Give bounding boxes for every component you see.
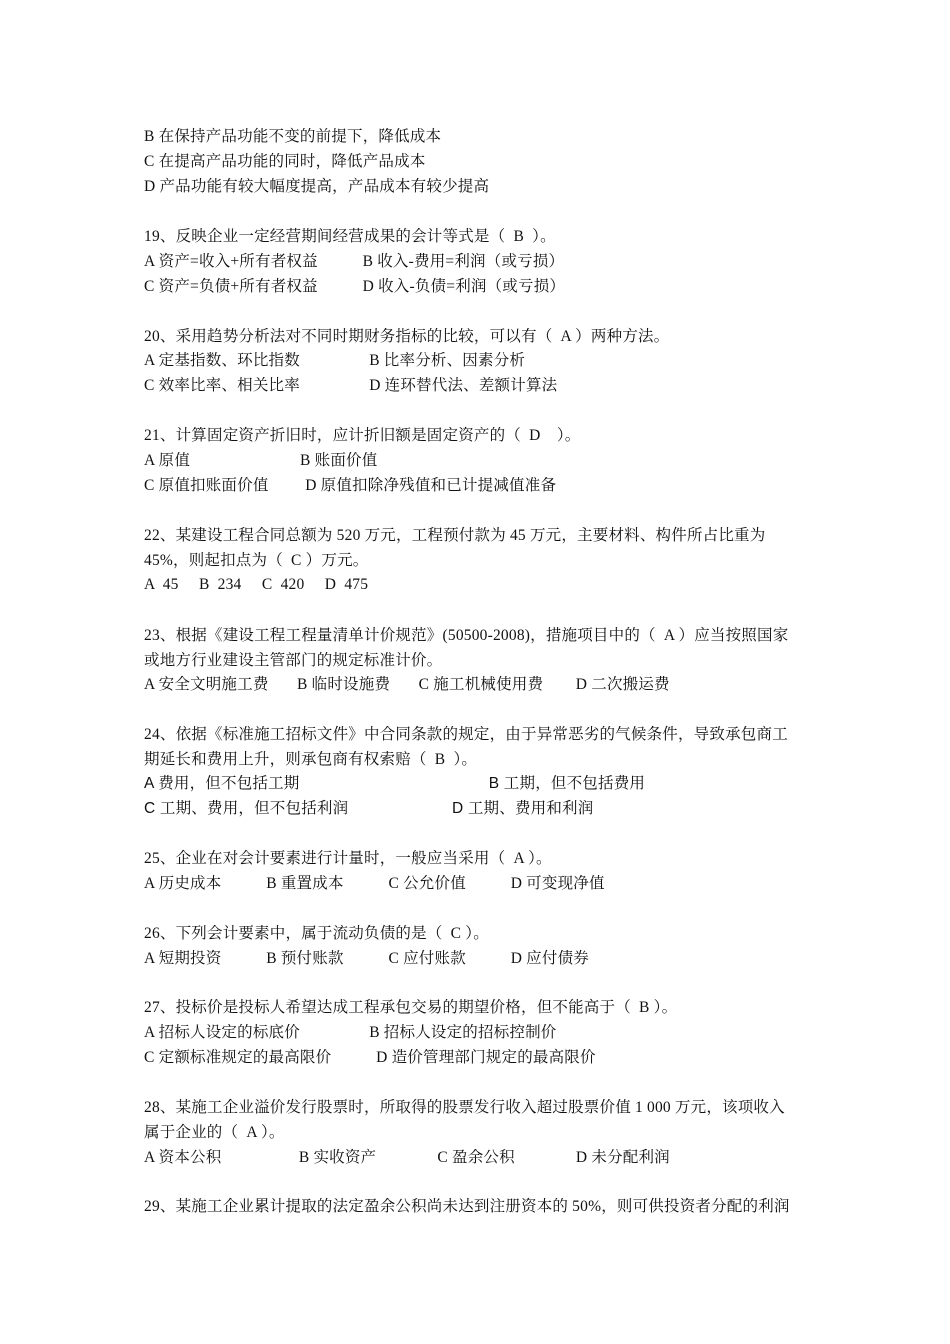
options-24-cd: C 工期、费用，但不包括利润 D 工期、费用和利润 xyxy=(144,800,594,817)
question-19: 19、反映企业一定经营期间经营成果的会计等式是（ B ）。 xyxy=(144,228,556,245)
question-22-line1: 22、某建设工程合同总额为 520 万元，工程预付款为 45 万元，主要材料、构件所占比重为 xyxy=(144,527,766,544)
question-26: 26、下列会计要素中，属于流动负债的是（ C ）。 xyxy=(144,925,489,942)
options-24-ab: A 费用，但不包括工期 B 工期，但不包括费用 xyxy=(144,775,646,792)
options-23: A 安全文明施工费 B 临时设施费 C 施工机械使用费 D 二次搬运费 xyxy=(144,676,670,693)
question-28-line2: 属于企业的（ A ）。 xyxy=(144,1124,285,1141)
options-20-cd: C 效率比率、相关比率 D 连环替代法、差额计算法 xyxy=(144,377,558,394)
question-27: 27、投标价是投标人希望达成工程承包交易的期望价格，但不能高于（ B ）。 xyxy=(144,999,678,1016)
options-21-ab: A 原值 B 账面价值 xyxy=(144,452,378,469)
question-22-line2: 45%，则起扣点为（ C ）万元。 xyxy=(144,552,369,569)
question-24-line1: 24、依据《标准施工招标文件》中合同条款的规定，由于异常恶劣的气候条件，导致承包商工 xyxy=(144,726,788,743)
question-29-line1: 29、某施工企业累计提取的法定盈余公积尚未达到注册资本的 50%，则可供投资者分配的利润 xyxy=(144,1198,790,1215)
option-18-c: C 在提高产品功能的同时，降低产品成本 xyxy=(144,153,426,170)
option-18-b: B 在保持产品功能不变的前提下，降低成本 xyxy=(144,128,442,145)
question-28-line1: 28、某施工企业溢价发行股票时，所取得的股票发行收入超过股票价值 1 000 万元，该项收入 xyxy=(144,1099,785,1116)
options-28: A 资本公积 B 实收资产 C 盈余公积 D 未分配利润 xyxy=(144,1149,670,1166)
options-25: A 历史成本 B 重置成本 C 公允价值 D 可变现净值 xyxy=(144,875,605,892)
options-26: A 短期投资 B 预付账款 C 应付账款 D 应付债券 xyxy=(144,950,589,967)
option-18-d: D 产品功能有较大幅度提高，产品成本有较少提高 xyxy=(144,178,490,195)
question-25: 25、企业在对会计要素进行计量时，一般应当采用（ A ）。 xyxy=(144,850,552,867)
question-23-line2: 或地方行业建设主管部门的规定标准计价。 xyxy=(144,652,443,669)
options-21-cd: C 原值扣账面价值 D 原值扣除净残值和已计提减值准备 xyxy=(144,477,557,494)
question-24-line2: 期延长和费用上升，则承包商有权索赔（ B ）。 xyxy=(144,751,478,768)
options-27-ab: A 招标人设定的标底价 B 招标人设定的招标控制价 xyxy=(144,1024,557,1041)
options-27-cd: C 定额标准规定的最高限价 D 造价管理部门规定的最高限价 xyxy=(144,1049,596,1066)
question-21: 21、计算固定资产折旧时，应计折旧额是固定资产的（ D ）。 xyxy=(144,427,581,444)
options-22: A 45 B 234 C 420 D 475 xyxy=(144,576,369,593)
question-20: 20、采用趋势分析法对不同时期财务指标的比较，可以有（ A ）两种方法。 xyxy=(144,328,670,345)
options-20-ab: A 定基指数、环比指数 B 比率分析、因素分析 xyxy=(144,352,526,369)
options-19-ab: A 资产=收入+所有者权益 B 收入-费用=利润（或亏损） xyxy=(144,253,565,270)
question-23-line1: 23、根据《建设工程工程量清单计价规范》(50500-2008)，措施项目中的（ A ）应当按照国家 xyxy=(144,627,789,644)
options-19-cd: C 资产=负债+所有者权益 D 收入-负债=利润（或亏损） xyxy=(144,278,566,295)
